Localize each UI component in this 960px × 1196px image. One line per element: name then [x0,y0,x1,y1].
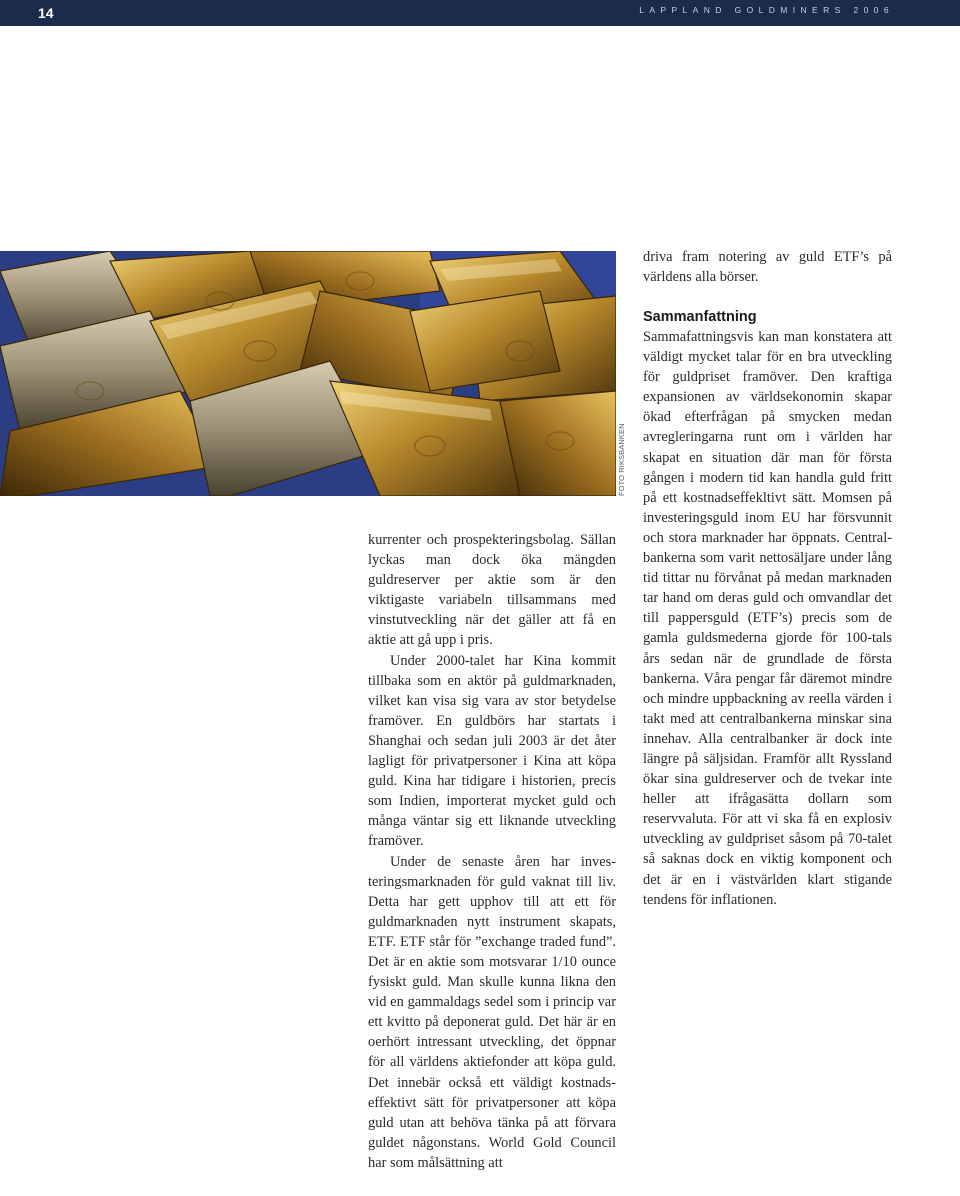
paragraph: kurrenter och prospekteringsbolag. Sällan lyckas man dock öka mängden guldreserver per aktie som är den viktigaste variabeln tillsammans med vinstutveckling när det gäller att få en aktie att gå upp i pris. [368,532,616,649]
right-text-column [643,307,892,910]
paragraph: driva fram notering av guld ETF’s på världens alla börser. [643,249,892,286]
gold-bars-illustration [0,251,616,496]
running-head: LAPPLAND GOLDMINERS 2006 [639,5,894,15]
gold-bars-photo [0,251,616,496]
gold-bars-group [0,251,616,496]
paragraph: Sammafattningsvis kan man konstatera att väldigt mycket talar för en bra utveckling för guldpriset framöver. Den kraftiga expansionen av världsekonomin skapar ökad efterfrågan på smycken medan avregleringarna runt om i världen har skapat en situation där man för första gången i modern tid kan handla guld fritt på ett kostnadseffekltivt sätt. Momsen på investeringsguld inom EU har försvunnit och stora marknader har öppnats. Centralbankerna som varit nettosäljare under lång tid tittar nu förvånat på medan marknaden tar hand om deras guld och omvandlar det till pappersguld (ETF’s) precis som de gamla guldsmederna gjorde för 100-tals års sedan när de grundlade de första bankerna. Våra pengar får däremot mindre och mindre uppbackning av reella värden i takt med att centralbankerna minskar sina innehav. Alla centralbanker är dock inte längre på säljsidan. Framför allt Ryssland ökar sina guldreserver och de tvekar inte heller att ifrågasätta dollarn som reservvaluta. För att vi ska få en explosiv utveckling av guldpriset såsom på 70-talet så saknas dock en viktig komponent och det är en i västvärlden klart stigande tendens för inflationen. [643,329,892,908]
right-column-intro [643,247,892,287]
paragraph: Under de senaste åren har investeringsmarknaden för guld vaknat till liv. Detta har gett upphov till att ett för guldmarknaden nytt instrument skapats, ETF. ETF står för ”exchange traded fund”. Det är en aktie som motsvarar 1/10 ounce fysiskt guld. Man skulle kunna likna den vid en gammaldags sedel som i princip var ett kvitto på deponerat guld. Det här är en oerhört intressant utveckling, det öppnar för all världens aktiefonder att köpa guld. Det innebär också ett väldigt kostnadseffektivt sätt för privatpersoner att köpa guld utan att behöva tänka på att förvara guldet någonstans. World Gold Council har som målsättning att [368,853,616,1171]
left-text-column [368,530,616,1173]
photo-credit: FOTO RIKSBANKEN [617,423,626,496]
paragraph: Under 2000-talet har Kina kommit tillbaka som en aktör på guldmarknaden, vilket kan visa sig vara av stor betydelse framöver. En guldbörs har startats i Shanghai och sedan juli 2003 är det åter lagligt för privatpersoner i Kina att köpa guld. Kina har tidigare i historien, precis som Indien, importerat mycket guld och många väntar sig ett liknande utveckling framöver. [368,652,616,850]
page-number: 14 [0,0,90,26]
section-heading: Sammanfattning [643,309,757,325]
